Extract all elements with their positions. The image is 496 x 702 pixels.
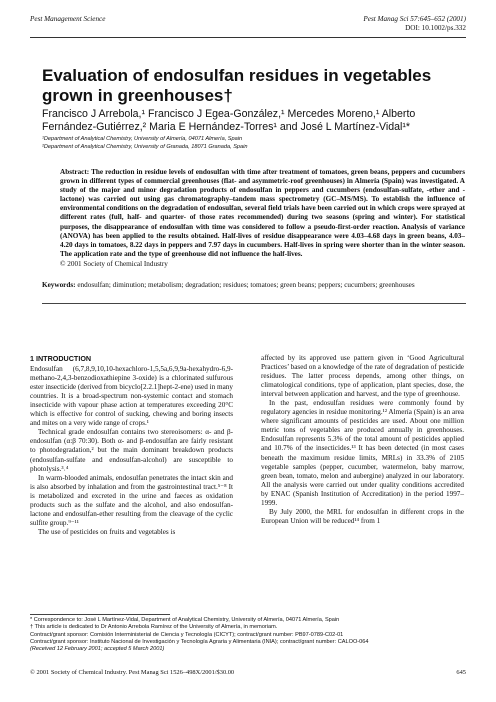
doi-text: DOI: 10.1002/ps.332: [405, 24, 466, 32]
keywords-text: endosulfan; diminution; metabolism; degradation; residues; tomatoes; green beans; peppers; cucumbers; greenhouses: [77, 281, 415, 289]
footnote-dedication: † This article is dedicated to Dr Antonio Arrebola Ramírez of the University of Almería, in memoriam.: [30, 624, 278, 631]
section-heading: 1 INTRODUCTION: [30, 354, 92, 363]
intro-paragraph-1: Endosulfan (6,7,8,9,10,10-hexachloro-1,5,5a,6,9,9a-hexahydro-6,9-methano-2,4,3-benzodioxathiepine 3-oxide) is a chlorinated sulfurous ester insecticide (derived from bicyclo[2.2.1]hept-2-ene) used in many countries. It is a broad-spectrum non-systemic contact and stomach insecticide with vapour phase action at temperatures exceeding 20°C which is effective for control of sucking, chewing and boring insects and mites on a very wide range of crops.¹: [30, 365, 233, 428]
body-column-right: [261, 354, 464, 526]
keywords-label: Keywords:: [42, 281, 76, 289]
paper-title: Evaluation of endosulfan residues in vegetables grown in greenhouses†: [42, 66, 432, 105]
intro-paragraph-5: affected by its approved use pattern given in ‘Good Agricultural Practices’ based on a knowledge of the rate of degradation of pesticide residues. The latter process depends, among other things, on climatological conditions, type of application, plant species, dose, the interval between application and harvest, and the type of greenhouse.: [261, 354, 464, 399]
footnote-correspondence: * Correspondence to: José L Martínez-Vidal, Department of Analytical Chemistry, University of Almería, 04071 Almería, Spain: [30, 617, 340, 623]
footnotes: [30, 617, 470, 653]
footnote-grant-1: Contract/grant sponsor: Comisión Interministerial de Ciencia y Tecnología (CICYT); contract/grant number: PB97-0789-C02-01: [30, 631, 344, 638]
intro-paragraph-6: In the past, endosulfan residues were commonly found by regulatory agencies in residue monitoring.¹² Almería (Spain) is an area where significant amounts of pesticides are used. About one million metric tons of vegetables are produced annually in greenhouses. Endosulfan represents 5.3% of the total amount of pesticides applied and 10.7% of the insecticides.¹³ It has been detected (in most cases beneath the maximum residue limits, MRLs) in 33.3% of 2105 vegetable samples (pepper, cucumber, watermelon, baby marrow, green bean, tomato, melon and aubergine) analyzed in our laboratory. All the analysis were carried out under quality conditions accredited by ENAC (Spanish Institution of Accreditation) in the period 1997–1999.: [261, 399, 464, 507]
citation-block: [363, 15, 466, 33]
affiliation-1: ¹Department of Analytical Chemistry, University of Almería, 04071 Almería, Spain: [42, 136, 243, 142]
abstract-text: The reduction in residue levels of endosulfan with time after treatment of tomatoes, green beans, peppers and cucumbers grown in different types of commercial greenhouses (flat- and asymmetric-roof greenhouses) in Almería (Spain) was investigated. A study of the major and minor degradation products of endosulfan in peppers and cucumbers (endosulfan-sulfate, -ether and -lactone) was carried out using gas chromatography–tandem mass spectrometry (GC–MS/MS). To establish the influence of environmental conditions on the degradation of endosulfan, several field trials have been carried out in which crops were sprayed at different rates (full, half- and quarter- of those rates recommended) during two seasons (spring and winter). For statistical purposes, the disappearance of endosulfan with time was considered to follow a pseudo-first-order reaction. Analysis of variance (ANOVA) has been applied to the results obtained. Half-lives of residue disappearance were 4.03–4.68 days in green beans, 4.03–4.20 days in tomatoes, 8.22 days in peppers and 7.97 days in cucumbers. Half-lives in spring were shorter than in the winter season. The application rate and the type of greenhouse did not influence the half-lives.: [60, 168, 465, 258]
abstract-copyright: © 2001 Society of Chemical Industry: [60, 260, 168, 268]
keywords-rule: [42, 303, 466, 304]
intro-paragraph-3: In warm-blooded animals, endosulfan penetrates the intact skin and is also absorbed by inhalation and from the gastrointestinal tract.⁵⁻⁸ It is metabolized and excreted in the urine and faeces as oxidation products such as the sulfate and the alcohol, and also endosulfan-lactone and endosulfan-ether resulting from the cleavage of the cyclic sulfite group.⁹⁻¹¹: [30, 473, 233, 527]
intro-paragraph-2: Technical grade endosulfan contains two stereoisomers: α- and β-endosulfan (α:β 70:30). Both α- and β-endosulfan are fairly resistant to photodegradation,² but the main dominant breakdown products (endosulfan-sulfate and endosulfan-alcohol) are susceptible to photolysis.³˒⁴: [30, 428, 233, 473]
journal-name: Pest Management Science: [30, 15, 106, 23]
footer-copyright: © 2001 Society of Chemical Industry. Pest Manag Sci 1526–498X/2001/$30.00: [30, 669, 235, 676]
journal-citation: Pest Manag Sci 57:645–652 (2001): [363, 15, 466, 23]
abstract-label: Abstract:: [60, 168, 90, 176]
intro-paragraph-7: By July 2000, the MRL for endosulfan in different crops in the European Union will be reduced¹⁴ from 1: [261, 507, 464, 525]
keywords: [42, 281, 462, 290]
intro-paragraph-4: The use of pesticides on fruits and vegetables is: [38, 527, 176, 536]
affiliation-2: ²Department of Analytical Chemistry, University of Granada, 18071 Granada, Spain: [42, 143, 248, 150]
footnote-received: (Received 12 February 2001; accepted 5 March 2001): [30, 646, 165, 653]
affiliations: [42, 136, 472, 151]
header-rule: [30, 37, 466, 38]
footnote-grant-2: Contract/grant sponsor: Instituto Nacional de Investigación y Tecnología Agraria y Alimentaria (INIA); contract/grant number: CALOO-064: [30, 638, 369, 645]
footnote-rule: [30, 614, 170, 615]
body-column-left: [30, 354, 233, 537]
abstract: [60, 168, 465, 259]
author-list: Francisco J Arrebola,¹ Francisco J Egea-González,¹ Mercedes Moreno,¹ Alberto Fernández-Gutiérrez,² Maria E Hernández-Torres¹ and José L Martínez-Vidal¹*: [42, 108, 416, 133]
page-number: 645: [456, 669, 466, 676]
